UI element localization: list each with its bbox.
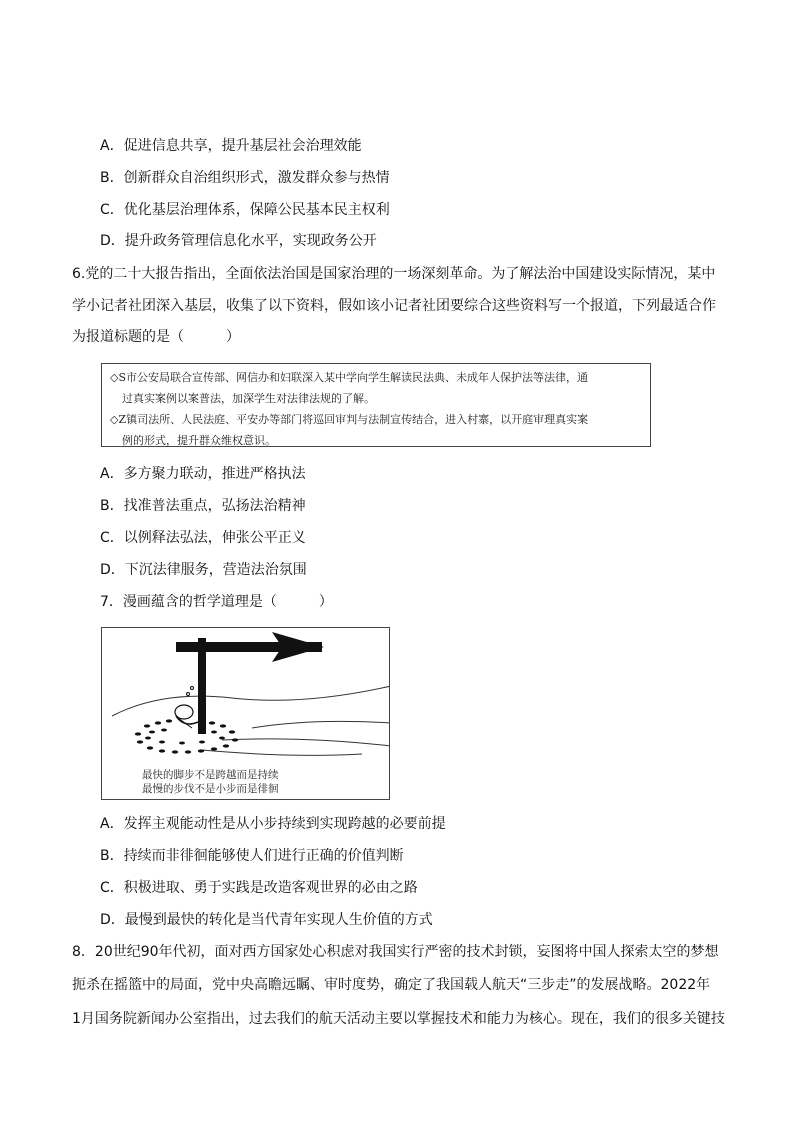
q6-option-b: B．找准普法重点，弘扬法治精神: [100, 498, 306, 514]
q6-material-line-4: 例的形式，提升群众维权意识。: [122, 434, 276, 447]
q6-option-c: C．以例释法弘法，伸张公平正义: [100, 530, 306, 546]
q7-option-c: C．积极进取、勇于实践是改造客观世界的必由之路: [100, 880, 418, 896]
q6-stem-line-1: 6.党的二十大报告指出，全面依法治国是国家治理的一场深刻革命。为了解法治中国建设实际情况，某中: [72, 266, 716, 282]
q6-stem-line-3: 为报道标题的是（ ）: [72, 329, 240, 345]
q6-option-a: A．多方聚力联动，推进严格执法: [100, 466, 306, 482]
q5-option-b: B．创新群众自治组织形式，激发群众参与热情: [100, 170, 390, 186]
q7-cartoon: [101, 627, 390, 800]
q6-stem-line-2: 学小记者社团深入基层，收集了以下资料，假如该小记者社团要综合这些资料写一个报道，下列最适合作: [72, 298, 716, 314]
q6-option-d: D．下沉法律服务，营造法治氛围: [100, 562, 307, 578]
q8-stem-line-2: 扼杀在摇篮中的局面，党中央高瞻远瞩、审时度势，确定了我国载人航天“三步走”的发展战略。2022年: [72, 977, 711, 993]
q7-option-a: A．发挥主观能动性是从小步持续到实现跨越的必要前提: [100, 816, 446, 832]
q5-option-c: C．优化基层治理体系，保障公民基本民主权利: [100, 202, 390, 218]
q7-stem: 7．漫画蕴含的哲学道理是（ ）: [100, 594, 333, 610]
q8-stem-line-1: 8．20世纪90年代初，面对西方国家处心积虑对我国实行严密的技术封锁，妄图将中国人探索太空的梦想: [72, 944, 719, 960]
q8-stem-line-3: 1月国务院新闻办公室指出，过去我们的航天活动主要以掌握技术和能力为核心。现在，我们的很多关键技: [72, 1011, 725, 1027]
cartoon-caption-line-2: 最慢的步伐不是小步而是徘徊: [142, 783, 279, 795]
q5-option-d: D．提升政务管理信息化水平，实现政务公开: [100, 233, 377, 249]
q7-option-b: B．持续而非徘徊能够使人们进行正确的价值判断: [100, 848, 404, 864]
q7-option-d: D．最慢到最快的转化是当代青年实现人生价值的方式: [100, 912, 433, 928]
q6-material-box: [101, 363, 651, 447]
q6-material-line-2: 过真实案例以案普法，加深学生对法律法规的了解。: [122, 392, 375, 405]
q6-material-line-3: ◇Z镇司法所、人民法庭、平安办等部门将巡回审判与法制宣传结合，进入村寨，以开庭审理真实案: [110, 413, 589, 426]
q5-option-a: A．促进信息共享，提升基层社会治理效能: [100, 138, 362, 154]
q6-material-line-1: ◇S市公安局联合宣传部、网信办和妇联深入某中学向学生解读民法典、未成年人保护法等法律，通: [110, 371, 588, 384]
cartoon-caption-line-1: 最快的脚步不是跨越而是持续: [142, 769, 279, 781]
